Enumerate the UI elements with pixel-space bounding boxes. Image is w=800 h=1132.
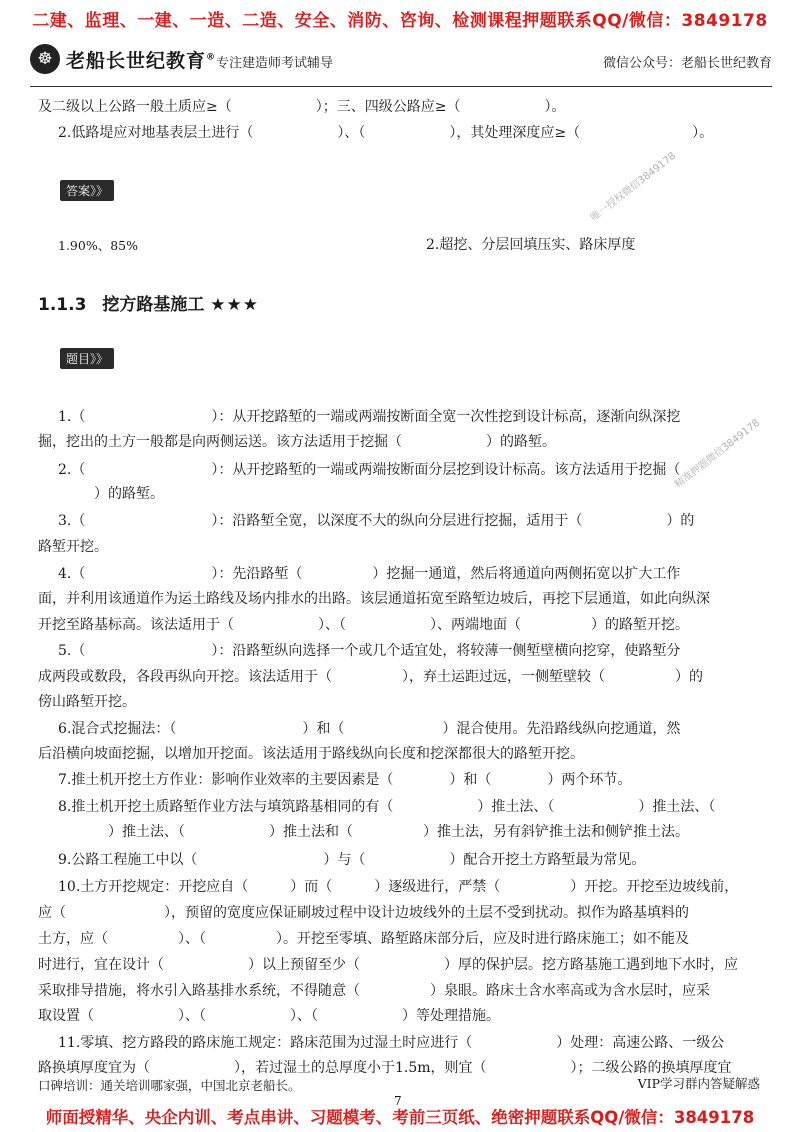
wechat-account: 微信公众号：老船长世纪教育: [602, 56, 772, 71]
logo-text: 老船长世纪教育®: [66, 49, 217, 72]
body-line-5: 3.（ ）：沿路堑全宽，以深度不大的纵向分层进行挖掘，适用于（ ）的: [58, 513, 695, 529]
ship-wheel-icon: ☸: [30, 44, 60, 74]
body-line-7: 4.（ ）：先沿路堑（ ）挖掘一通道，然后将通道向两侧拓宽以扩大工作: [58, 566, 681, 582]
section-title: [38, 290, 259, 315]
answer-1: 1.90%、85%: [58, 238, 138, 253]
star-rating-icon: ★★★: [210, 295, 259, 315]
top-banner: 二建、监理、一建、一造、二造、安全、消防、咨询、检测课程押题联系QQ/微信：3849178: [32, 11, 768, 31]
body-line-12: 傍山路堑开挖。: [38, 694, 136, 710]
body-line-16: 8.推土机开挖土质路堑作业方法与填筑路基相同的有（ ）推土法、（ ）推土法、（: [58, 799, 716, 815]
body-line-21: 土方，应（ ）、（ ）。开挖至零填、路堑路床部分后，应及时进行路床施工；如不能及: [38, 931, 689, 947]
body-line-13: 6.混合式挖掘法：（ ）和（ ）混合使用。先沿路线纵向挖通道，然: [58, 721, 681, 737]
question-badge: 题目》》: [60, 348, 114, 369]
body-line-24: 取设置（ ）、（ ）、（ ）等处理措施。: [38, 1008, 500, 1024]
watermark-1: 唯一授权微信3849178: [588, 150, 679, 224]
body-line-4: ）的路堑。: [38, 486, 164, 502]
body-line-15: 7.推土机开挖土方作业：影响作业效率的主要因素是（ ）和（ ）两个环节。: [58, 772, 632, 788]
body-line-22: 时进行，宜在设计（ ）以上预留至少（ ）厚的保护层。挖方路基施工遇到地下水时，应: [38, 957, 738, 973]
logo: [30, 44, 216, 74]
footer-slogan: 口碑培训：通关培训哪家强，中国北京老船长。: [38, 1078, 301, 1093]
body-line-11: 成两段或数段，各段再纵向开挖。该法适用于（ ），弃土运距过远，一侧堑壁较（ ）的: [38, 669, 703, 685]
body-line-18: 9.公路工程施工中以（ ）与（ ）配合开挖土方路堑最为常见。: [58, 852, 646, 868]
intro-line-2: 2.低路堤应对地基表层土进行（ ）、（ ），其处理深度应≥（ ）。: [58, 125, 714, 141]
page-header: [30, 44, 772, 80]
body-line-9: 开挖至路基标高。该法适用于（ ）、（ ）、两端地面（ ）的路堑开挖。: [38, 617, 689, 633]
body-line-25: 11.零填、挖方路段的路床施工规定：路床范围为过湿土时应进行（ ）处理：高速公路、一级公: [58, 1035, 725, 1051]
body-line-20: 应（ ），预留的宽度应保证刷坡过程中设计边坡线外的土层不受到扰动。拟作为路基填料的: [38, 905, 689, 921]
body-line-23: 采取排导措施，将水引入路基排水系统，不得随意（ ）泉眼。路床土含水率高或为含水层时，应采: [38, 983, 710, 999]
answer-2: 2.超挖、分层回填压实、路床厚度: [426, 237, 636, 253]
intro-line-1: 及二级以上公路一般土质应≥（ ）；三、四级公路应≥（ ）。: [38, 99, 566, 115]
section-heading: 挖方路基施工: [102, 295, 205, 315]
body-line-3: 2.（ ）：从开挖路堑的一端或两端按断面分层挖到设计标高。该方法适用于挖掘（: [58, 462, 681, 478]
watermark-2: 精准押题微信3849178: [672, 417, 763, 491]
page-number: 7: [394, 1094, 402, 1108]
body-line-17: ）推土法、（ ）推土法和（ ）推土法，另有斜铲推土法和侧铲推土法。: [38, 824, 689, 840]
tagline: 专注建造师考试辅导: [216, 56, 334, 71]
header-divider: [30, 86, 772, 87]
footer-vip-note: VIP学习群内答疑解惑: [637, 1076, 760, 1091]
body-line-10: 5.（ ）：沿路堑纵向选择一个或几个适宜处，将较薄一侧堑壁横向挖穿，使路堑分: [58, 643, 681, 659]
body-line-1: 1.（ ）：从开挖路堑的一端或两端按断面全宽一次性挖到设计标高，逐渐向纵深挖: [58, 409, 681, 425]
body-line-8: 面，并利用该通道作为运土路线及场内排水的出路。该层通道拓宽至路堑边坡后，再挖下层通道，如此向纵深: [38, 591, 710, 607]
body-line-6: 路堑开挖。: [38, 539, 108, 555]
answer-badge: 答案》》: [60, 180, 114, 201]
section-number: 1.1.3: [38, 295, 87, 315]
body-line-2: 掘，挖出的土方一般都是向两侧运送。该方法适用于挖掘（ ）的路堑。: [38, 434, 556, 450]
body-line-26: 路换填厚度宜为（ ），若过湿土的总厚度小于1.5m，则宜（ ）；二级公路的换填厚度宜: [38, 1060, 732, 1076]
bottom-banner: 师面授精华、央企内训、考点串讲、习题模考、考前三页纸、绝密押题联系QQ/微信：3849178: [45, 1108, 755, 1127]
body-line-19: 10.土方开挖规定：开挖应自（ ）而（ ）逐级进行，严禁（ ）开挖。开挖至边坡线前，: [58, 879, 739, 895]
body-line-14: 后沿横向坡面挖掘，以增加开挖面。该法适用于路线纵向长度和挖深都很大的路堑开挖。: [38, 746, 584, 762]
